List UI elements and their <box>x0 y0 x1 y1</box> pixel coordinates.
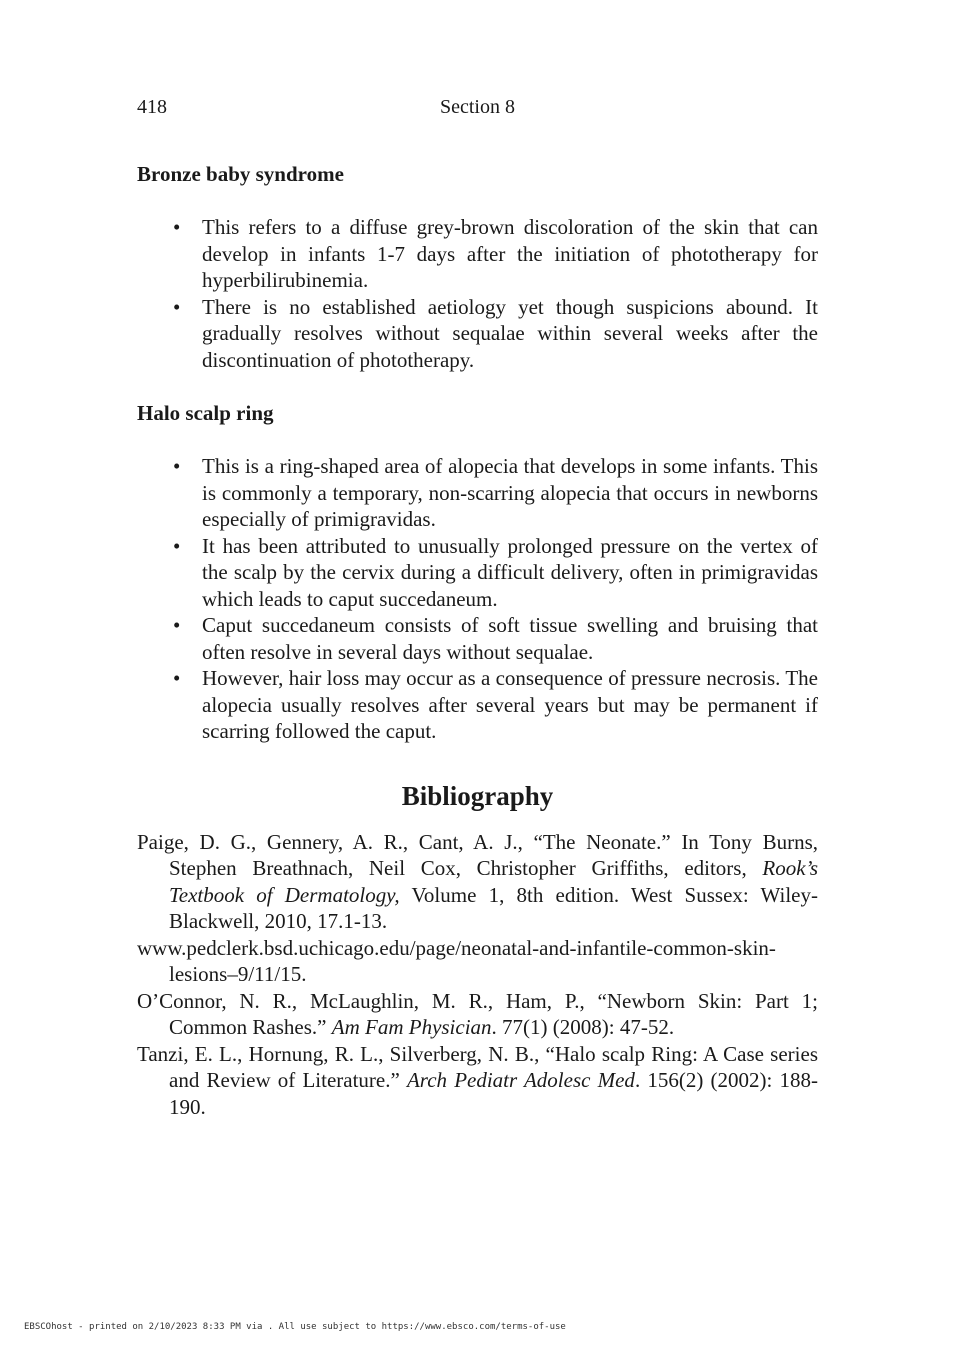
bullet-icon: • <box>173 613 181 637</box>
reference-text: Tanzi, E. L., Hornung, R. L., Silverberg, N. B., “Halo scalp Ring: A Case series and Review of Literature.” <box>137 1041 818 1092</box>
list-item <box>137 612 818 665</box>
list-item-text: This is a ring-shaped area of alopecia that develops in some infants. This is commonly a temporary, non-scarring alopecia that occurs in newborns especially of primigravidas. <box>202 454 818 531</box>
reference-text: O’Connor, N. R., McLaughlin, M. R., Ham, P., “Newborn Skin: Part 1; Common Rashes.” <box>137 988 818 1039</box>
bullet-icon: • <box>173 533 181 558</box>
section-heading-bronze-baby: Bronze baby syndrome <box>137 162 344 186</box>
page-number: 418 <box>137 96 167 118</box>
section-heading-halo-scalp-ring: Halo scalp ring <box>137 401 274 425</box>
list-item-text: It has been attributed to unusually prolonged pressure on the vertex of the scalp by the cervix during a difficult delivery, often in primigravidas which leads to caput succedaneum. <box>202 533 818 611</box>
section-label: Section 8 <box>440 96 515 118</box>
bullet-icon: • <box>173 666 181 690</box>
bullet-icon: • <box>173 294 181 319</box>
list-item-text: This refers to a diffuse grey-brown discoloration of the skin that can develop in infants 1-7 days after the initiation of phototherapy for hyperbilirubinemia. <box>202 215 818 292</box>
running-header <box>137 96 818 122</box>
bullet-icon: • <box>173 454 181 478</box>
reference-text: www.pedclerk.bsd.uchicago.edu/page/neonatal-and-infantile-common-skin-lesions–9/11/15. <box>137 935 776 986</box>
reference-text-tail: . 77(1) (2008): 47-52. <box>491 1015 675 1039</box>
reference-title-italic: Rook’s Textbook of Dermatology, <box>169 856 818 907</box>
page-content <box>137 160 818 1120</box>
list-item-text: However, hair loss may occur as a consequence of pressure necrosis. The alopecia usually resolves after several years but may be permanent if scarring followed the caput. <box>202 666 818 743</box>
reference-text-tail: . 156(2) (2002): 188-190. <box>169 1068 818 1119</box>
reference-entry <box>137 935 818 988</box>
reference-title-italic: Arch Pediatr Adolesc Med <box>406 1068 635 1092</box>
list-item <box>137 294 818 374</box>
list-item-text: Caput succedaneum consists of soft tissue swelling and bruising that often resolve in several days without sequalae. <box>202 613 818 664</box>
reference-entry <box>137 988 818 1041</box>
list-item <box>137 214 818 294</box>
reference-text-tail: Volume 1, 8th edition. West Sussex: Wiley-Blackwell, 2010, 17.1-13. <box>169 882 818 933</box>
reference-title-italic: Am Fam Physician <box>331 1015 492 1039</box>
list-item-text: There is no established aetiology yet though suspicions abound. It gradually resolves without sequalae within several weeks after the discontinuation of phototherapy. <box>202 294 818 372</box>
list-item <box>137 665 818 745</box>
bibliography-heading: Bibliography <box>401 780 554 811</box>
reference-entry <box>137 1041 818 1121</box>
bullet-icon: • <box>173 215 181 239</box>
print-footer: EBSCOhost - printed on 2/10/2023 8:33 PM via . All use subject to https://www.ebsco.com/terms-of-use <box>24 1322 566 1332</box>
bullet-list-halo-scalp-ring <box>137 453 818 745</box>
reference-text: Paige, D. G., Gennery, A. R., Cant, A. J., “The Neonate.” In Tony Burns, Stephen Breathnach, Neil Cox, Christopher Griffiths, editors, <box>137 829 818 880</box>
bullet-list-bronze-baby <box>137 214 818 373</box>
list-item <box>137 453 818 533</box>
list-item <box>137 533 818 613</box>
reference-entry <box>137 829 818 935</box>
